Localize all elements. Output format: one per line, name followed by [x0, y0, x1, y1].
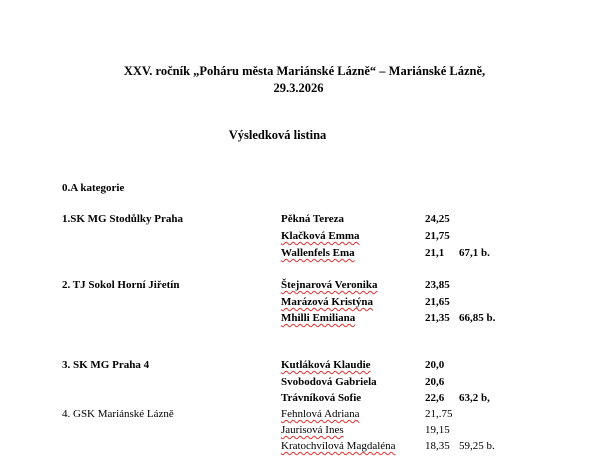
athlete-name: Klačková Emma: [281, 230, 360, 242]
athlete-score: 20,0: [425, 359, 445, 371]
athlete-score: 20,6: [425, 376, 445, 388]
team-total: 66,85 b.: [459, 312, 496, 324]
athlete-row: [0, 277, 589, 293]
results-heading: Výsledková listina: [228, 128, 327, 142]
team-name: 4. GSK Mariánské Lázně: [62, 408, 174, 420]
athlete-name: Trávníková Sofie: [281, 392, 362, 404]
athlete-row: [0, 211, 589, 227]
athlete-score: 21,1: [425, 247, 445, 259]
team-name: 3. SK MG Praha 4: [62, 359, 150, 371]
athlete-name: Kratochvílová Magdaléna: [281, 440, 396, 452]
athlete-name: Štejnarová Veronika: [281, 279, 378, 291]
athlete-score: 21,65: [425, 296, 450, 308]
athlete-score: 22,6: [425, 392, 445, 404]
category-label: 0.A kategorie: [62, 182, 125, 194]
athlete-name: Mhilli Emiliana: [281, 312, 356, 324]
athlete-score: 23,85: [425, 279, 450, 291]
athlete-row: [0, 228, 589, 244]
athlete-name: Pěkná Tereza: [281, 213, 345, 225]
athlete-row: [0, 245, 589, 261]
athlete-name: Fehnlová Adriana: [281, 408, 360, 420]
team-name: 2. TJ Sokol Horní Jiřetín: [62, 279, 180, 291]
athlete-score: 21,75: [425, 230, 450, 242]
athlete-score: 19,15: [425, 424, 450, 436]
athlete-row: [0, 438, 589, 454]
team-total: 59,25 b.: [459, 440, 495, 452]
athlete-row: [0, 374, 589, 390]
athlete-name: Svobodová Gabriela: [281, 376, 377, 388]
team-total: 67,1 b.: [459, 247, 490, 259]
athlete-score: 21,35: [425, 312, 450, 324]
athlete-score: 18,35: [425, 440, 450, 452]
athlete-name: Marázová Kristýna: [281, 296, 373, 308]
athlete-name: Jaurisová Ines: [281, 424, 344, 436]
athlete-row: [0, 390, 589, 406]
athlete-name: Wallenfels Ema: [281, 247, 355, 259]
athlete-row: [0, 310, 589, 326]
team-total: 63,2 b,: [459, 392, 490, 404]
athlete-row: [0, 294, 589, 310]
athlete-score: 21,.75: [425, 408, 453, 420]
document-title-date: 29.3.2026: [273, 81, 324, 95]
athlete-row: [0, 406, 589, 422]
athlete-name: Kutláková Klaudie: [281, 359, 371, 371]
athlete-row: [0, 357, 589, 373]
document-title-line1: XXV. ročník „Poháru města Mariánské Lázně“ – Mariánské Lázně,: [123, 64, 486, 78]
team-name: 1.SK MG Stodůlky Praha: [62, 213, 184, 225]
athlete-score: 24,25: [425, 213, 450, 225]
athlete-row: [0, 422, 589, 438]
